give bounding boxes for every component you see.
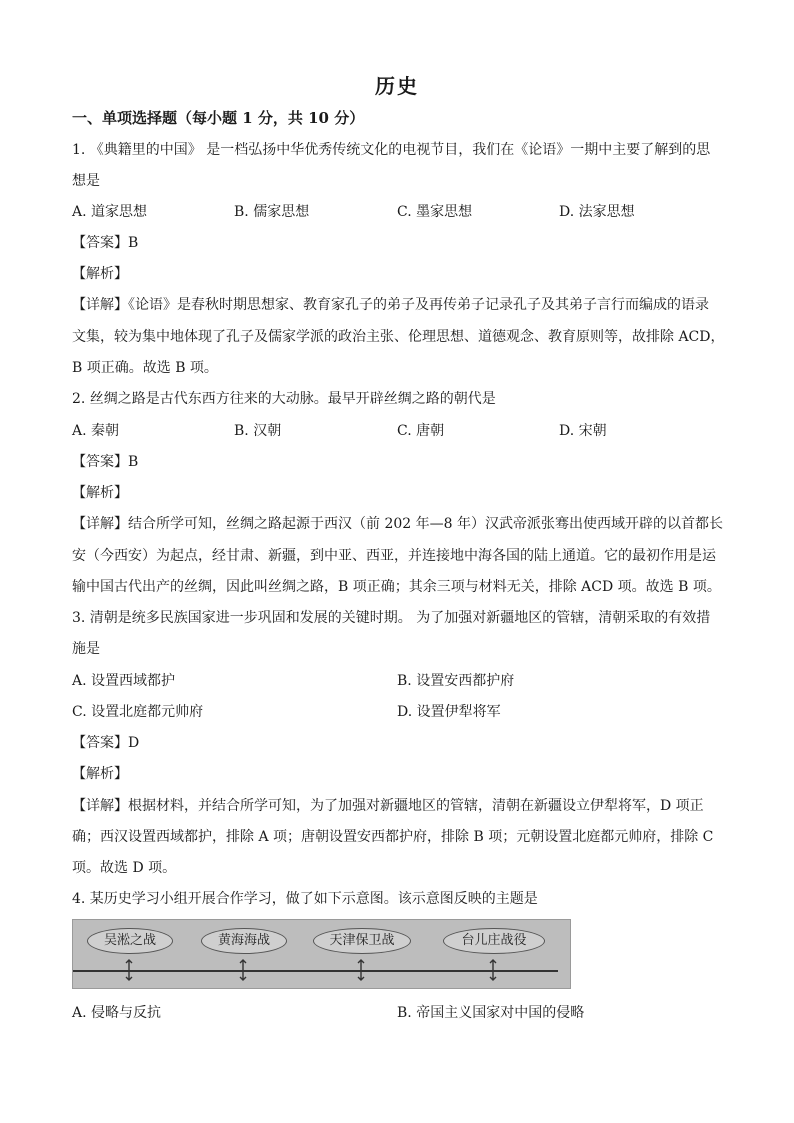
page-title: 历史 xyxy=(375,74,419,98)
q1-option-d: D. 法家思想 xyxy=(559,204,635,220)
q1-stem-line1: 1. 《典籍里的中国》 是一档弘扬中华优秀传统文化的电视节目，我们在《论语》一期中主要了解到的思 xyxy=(72,142,711,158)
q4-option-b: B. 帝国主义国家对中国的侵略 xyxy=(397,1005,585,1021)
q2-detail-line2: 安（今西安）为起点，经甘肃、新疆，到中亚、西亚，并连接地中海各国的陆上通道。它的最初作用是运 xyxy=(72,548,716,564)
q3-detail-line2: 确；西汉设置西域都护，排除 A 项；唐朝设置安西都护府，排除 B 项；元朝设置北庭都元帅府，排除 C xyxy=(72,829,714,845)
q3-detail-line3: 项。故选 D 项。 xyxy=(72,860,177,876)
q2-option-c: C. 唐朝 xyxy=(397,423,445,439)
double-arrow-icon xyxy=(356,958,366,982)
answer-value: D xyxy=(128,735,140,751)
q2-answer xyxy=(72,452,722,472)
q1-option-a: A. 道家思想 xyxy=(72,204,148,220)
q1-analysis-label: 【解析】 xyxy=(72,266,128,282)
q2-detail-line1: 【详解】结合所学可知，丝绸之路起源于西汉（前 202 年—8 年）汉武帝派张骞出使西域开辟的以首都长 xyxy=(72,516,723,532)
q1-option-c: C. 墨家思想 xyxy=(397,204,473,220)
q3-answer xyxy=(72,733,722,753)
answer-value: B xyxy=(128,454,139,470)
q3-option-a: A. 设置西域都护 xyxy=(72,673,176,689)
q3-option-c: C. 设置北庭都元帅府 xyxy=(72,704,204,720)
q2-option-b: B. 汉朝 xyxy=(234,423,282,439)
q1-stem-line2: 想是 xyxy=(72,173,100,189)
q1-option-b: B. 儒家思想 xyxy=(234,204,310,220)
timeline-item-tianjin: 天津保卫战 xyxy=(313,928,411,954)
answer-label: 【答案】 xyxy=(72,454,128,470)
q2-option-d: D. 宋朝 xyxy=(559,423,607,439)
timeline-figure xyxy=(72,919,571,989)
q2-detail-line3: 输中国古代出产的丝绸，因此叫丝绸之路，B 项正确；其余三项与材料无关，排除 ACD 项。故选 B 项。 xyxy=(72,579,721,595)
q2-analysis-label: 【解析】 xyxy=(72,485,128,501)
timeline-item-taierzhuang: 台儿庄战役 xyxy=(443,928,545,954)
answer-value: B xyxy=(128,235,139,251)
q1-detail-line3: B 项正确。故选 B 项。 xyxy=(72,360,218,376)
timeline-item-wusong: 吴淞之战 xyxy=(87,928,173,954)
q1-detail-line1: 【详解】《论语》是春秋时期思想家、教育家孔子的弟子及再传弟子记录孔子及其弟子言行而编成的语录 xyxy=(72,297,709,313)
q4-stem-line1: 4. 某历史学习小组开展合作学习，做了如下示意图。该示意图反映的主题是 xyxy=(72,891,538,907)
q3-option-b: B. 设置安西都护府 xyxy=(397,673,515,689)
double-arrow-icon xyxy=(488,958,498,982)
double-arrow-icon xyxy=(238,958,248,982)
timeline-item-huanghai: 黄海海战 xyxy=(201,928,287,954)
q3-analysis-label: 【解析】 xyxy=(72,766,128,782)
q4-option-a: A. 侵略与反抗 xyxy=(72,1005,162,1021)
section-heading: 一、单项选择题（每小题 1 分，共 10 分） xyxy=(72,109,365,127)
q1-detail-line2: 文集，较为集中地体现了孔子及儒家学派的政治主张、伦理思想、道德观念、教育原则等，故排除 ACD， xyxy=(72,329,725,345)
answer-label: 【答案】 xyxy=(72,735,128,751)
timeline-axis xyxy=(73,970,558,972)
q3-stem-line1: 3. 清朝是统多民族国家进一步巩固和发展的关键时期。 为了加强对新疆地区的管辖，清朝采取的有效措 xyxy=(72,610,711,626)
q3-stem-line2: 施是 xyxy=(72,641,100,657)
q3-detail-line1: 【详解】根据材料，并结合所学可知，为了加强对新疆地区的管辖，清朝在新疆设立伊犁将军，D 项正 xyxy=(72,798,704,814)
answer-label: 【答案】 xyxy=(72,235,128,251)
double-arrow-icon xyxy=(124,958,134,982)
q2-option-a: A. 秦朝 xyxy=(72,423,120,439)
q2-stem-line1: 2. 丝绸之路是古代东西方往来的大动脉。最早开辟丝绸之路的朝代是 xyxy=(72,391,496,407)
q1-answer xyxy=(72,233,722,253)
q3-option-d: D. 设置伊犁将军 xyxy=(397,704,501,720)
